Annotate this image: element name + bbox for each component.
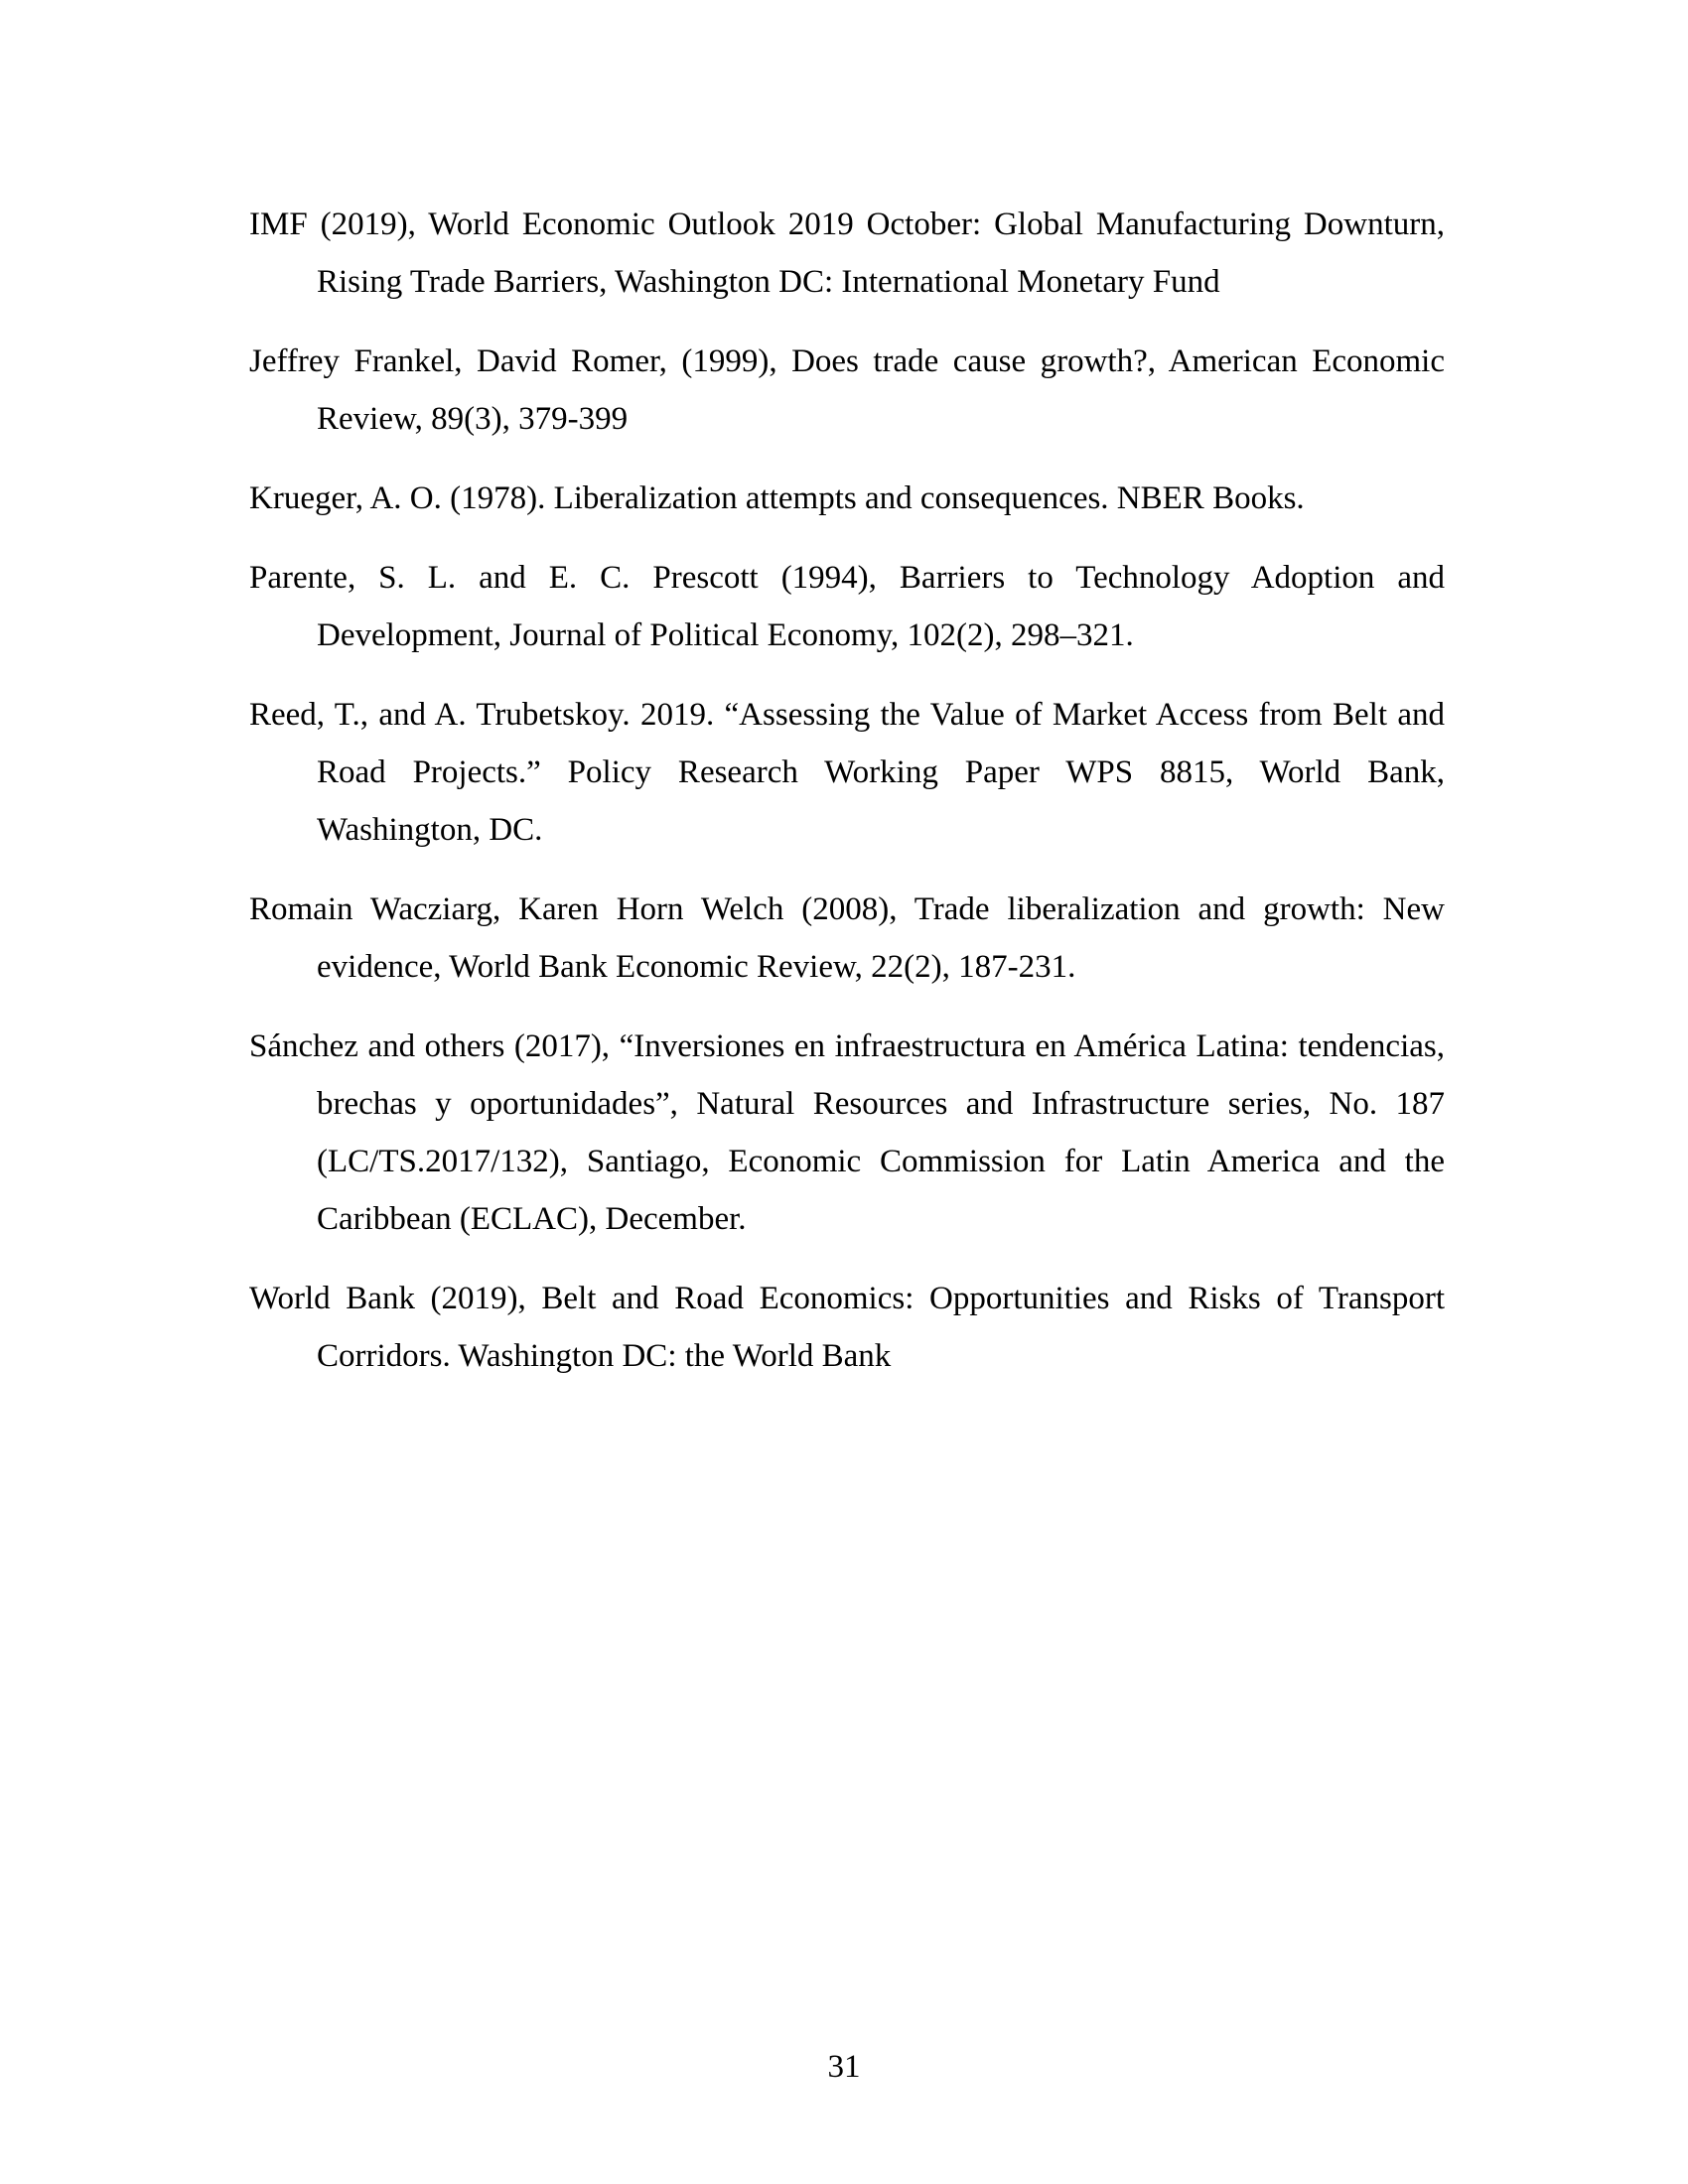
- reference-line: World Bank (2019), Belt and Road Economics: Opportunities and Risks of Transport: [249, 1281, 1445, 1316]
- reference-entry: [249, 470, 1445, 527]
- reference-line: Jeffrey Frankel, David Romer, (1999), Does trade cause growth?, American Economic: [249, 343, 1445, 379]
- reference-line: Development, Journal of Political Economy, 102(2), 298–321.: [317, 617, 1134, 653]
- reference-entry: [249, 1018, 1445, 1248]
- reference-entry: [249, 196, 1445, 311]
- reference-line: (LC/TS.2017/132), Santiago, Economic Commission for Latin America and the: [317, 1144, 1445, 1179]
- reference-line: Reed, T., and A. Trubetskoy. 2019. “Assessing the Value of Market Access from Belt and: [249, 697, 1445, 733]
- page-number: 31: [827, 2049, 861, 2085]
- reference-entry: [249, 881, 1445, 996]
- reference-line: Review, 89(3), 379-399: [317, 401, 629, 437]
- reference-line: Sánchez and others (2017), “Inversiones en infraestructura en América Latina: tendencias,: [249, 1028, 1445, 1064]
- reference-entry: [249, 333, 1445, 448]
- reference-entry: [249, 686, 1445, 859]
- reference-line: Corridors. Washington DC: the World Bank: [317, 1338, 892, 1374]
- reference-entry: [249, 1270, 1445, 1385]
- reference-line: Romain Wacziarg, Karen Horn Welch (2008), Trade liberalization and growth: New: [249, 891, 1445, 927]
- reference-line: Caribbean (ECLAC), December.: [317, 1201, 747, 1237]
- reference-line: brechas y oportunidades”, Natural Resources and Infrastructure series, No. 187: [317, 1086, 1445, 1122]
- reference-line: Krueger, A. O. (1978). Liberalization attempts and consequences. NBER Books.: [249, 480, 1305, 516]
- reference-line: IMF (2019), World Economic Outlook 2019 October: Global Manufacturing Downturn,: [249, 206, 1445, 242]
- reference-line: Rising Trade Barriers, Washington DC: International Monetary Fund: [317, 264, 1220, 300]
- reference-line: Road Projects.” Policy Research Working Paper WPS 8815, World Bank,: [317, 754, 1445, 790]
- reference-line: evidence, World Bank Economic Review, 22(2), 187-231.: [317, 949, 1076, 985]
- reference-line: Washington, DC.: [317, 812, 543, 848]
- reference-entry: [249, 549, 1445, 664]
- reference-line: Parente, S. L. and E. C. Prescott (1994), Barriers to Technology Adoption and: [249, 560, 1445, 596]
